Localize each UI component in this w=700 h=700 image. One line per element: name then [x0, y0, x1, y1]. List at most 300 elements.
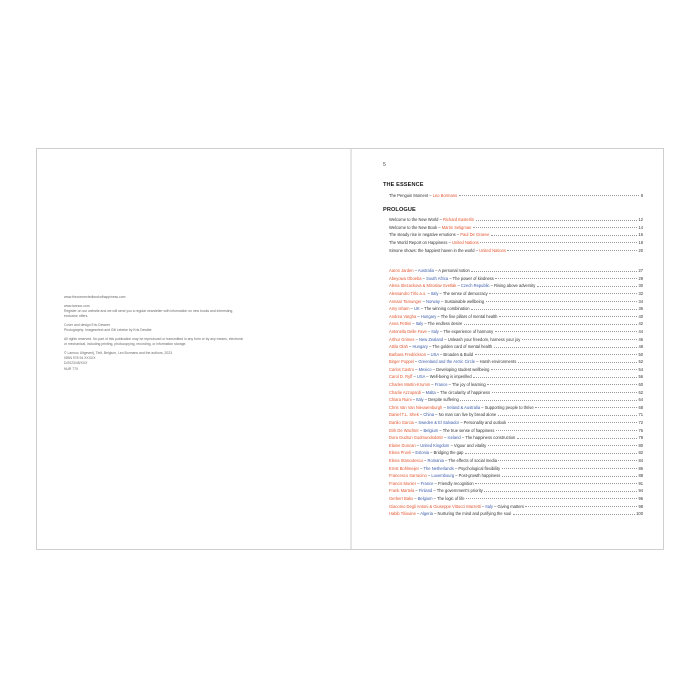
entry-sep: – [449, 442, 454, 448]
entry-page: 96 [638, 495, 643, 501]
entry-sep: – [407, 344, 413, 350]
prologue-entry[interactable] [383, 237, 643, 245]
entry-sep: – [411, 397, 417, 403]
entry-page: 20 [638, 247, 643, 253]
entry-sep: – [432, 488, 437, 494]
entry-author: Dora Gudrun Gudmundsdottir [389, 435, 443, 441]
entry-author: Alessandro Tirlo a.o. [389, 290, 427, 296]
entry-country: Luxembourg [431, 473, 455, 479]
entry-country: The Netherlands [423, 465, 454, 471]
entry-text [389, 405, 534, 410]
entry-text [389, 299, 484, 304]
entry-text [389, 443, 486, 448]
toc-entry[interactable] [383, 509, 643, 517]
entry-country: Belgium [423, 427, 439, 433]
entry-text [389, 488, 483, 493]
dot-leader [495, 278, 637, 279]
entry-author: Carol D. Ryff [389, 374, 413, 380]
entry-sep: – [410, 450, 416, 456]
toc-entry[interactable] [383, 266, 643, 274]
prologue-entry[interactable] [383, 222, 643, 230]
entry-sep: – [418, 412, 424, 418]
entry-sep: – [453, 465, 459, 471]
entry-title: Well-being is imperilled [429, 374, 472, 380]
entry-country: Ireland & Australia [446, 404, 481, 410]
entry-text [389, 329, 493, 334]
entry-title: The joy of learning [451, 382, 486, 388]
entry-sep: – [448, 275, 453, 281]
entry-title: Unleash your freedom, harness your joy [447, 336, 521, 342]
entry-country: Italy [416, 397, 424, 403]
entry-country: France [434, 382, 448, 388]
entry-sep: – [431, 366, 437, 372]
entry-author: Charles Martin-Krumm [389, 382, 431, 388]
entry-page: 32 [638, 290, 643, 296]
toc-entry[interactable] [383, 417, 643, 425]
entry-country: USA [430, 351, 439, 357]
entry-title: No man can live by bread alone [438, 412, 497, 418]
entry-sep: – [438, 290, 443, 296]
entry-page: 94 [638, 488, 643, 494]
toc-entry[interactable] [383, 319, 643, 327]
entry-title: The logic of life [436, 495, 465, 501]
toc-entry[interactable] [383, 493, 643, 501]
entry-page: 48 [638, 344, 643, 350]
entry-author: Habib Tiliouine [389, 511, 416, 517]
entry-sep: – [429, 450, 434, 456]
entry-text [389, 458, 497, 463]
entry-sep: – [413, 420, 419, 426]
entry-country: Malta [425, 389, 436, 395]
entry-title: Post-growth happiness [458, 473, 501, 479]
entry-text [389, 352, 473, 357]
entry-country: Italy [431, 328, 439, 334]
entry-country: Algeria [420, 511, 433, 517]
entry-text [389, 367, 489, 372]
entry-title: Nurturing the mind and purifying the soul [437, 511, 512, 517]
entry-sep: – [454, 473, 459, 479]
entry-author: Anna Pettini [389, 321, 412, 327]
entry-sep: – [414, 336, 420, 342]
entry-sep: – [423, 397, 429, 403]
entry-author: Danilo Garcia [389, 420, 414, 426]
entry-sep: – [433, 480, 438, 486]
entry-text [389, 276, 494, 281]
entry-sep: – [416, 480, 421, 486]
colophon-isbn: ISBN 978 94 XXXXX [64, 356, 96, 361]
entry-sep: – [425, 374, 430, 380]
entry-page: 34 [638, 298, 643, 304]
entry-sep: – [414, 488, 419, 494]
entry-page: 27 [638, 268, 643, 274]
entry-page: 8 [640, 192, 643, 198]
entry-page: 72 [638, 420, 643, 426]
entry-text [389, 268, 470, 273]
toc-entry[interactable] [383, 433, 643, 441]
entry-page: 36 [638, 306, 643, 312]
book-spread [36, 148, 664, 550]
entry-sep: – [418, 427, 424, 433]
entry-title: Welcome to the New World – [389, 217, 443, 223]
entry-author: Chris Van Van Nieuwenburgh [389, 404, 443, 410]
entry-page: 88 [638, 473, 643, 479]
entry-title: The government's priority [436, 488, 483, 494]
entry-text [389, 232, 489, 237]
entry-page: 64 [638, 397, 643, 403]
dot-leader [502, 468, 637, 469]
entry-page: 76 [638, 427, 643, 433]
dot-leader [537, 286, 637, 287]
dot-leader [489, 293, 637, 294]
dot-leader [466, 498, 637, 499]
dot-leader [513, 514, 635, 515]
entry-page: 60 [638, 382, 643, 388]
entry-title: Sustainable wellbeing [444, 298, 485, 304]
entry-sep: – [443, 458, 449, 463]
essence-entry[interactable] [383, 190, 643, 198]
entry-author: Leo Bormans [432, 192, 458, 198]
entry-sep: – [442, 435, 448, 441]
entry-country: USA [416, 374, 426, 380]
entry-author: Aaron Jarden [389, 268, 414, 274]
entry-title: Vigour and vitality [453, 442, 487, 448]
entry-country: Hungary [420, 313, 437, 319]
entry-page: 100 [636, 511, 643, 517]
toc-entry[interactable] [383, 455, 643, 463]
entry-country: New Zealand [419, 336, 444, 342]
toc-entry[interactable] [383, 440, 643, 448]
entry-title: The circularity of happiness [440, 389, 490, 395]
toc-entry[interactable] [383, 349, 643, 357]
entry-page: 54 [638, 366, 643, 372]
entry-sep: – [434, 412, 439, 418]
entry-author: Attila Olah [389, 344, 408, 350]
entry-title: The happiness construction [465, 435, 516, 441]
toc-entry[interactable] [383, 288, 643, 296]
toc-entry[interactable] [383, 486, 643, 494]
dot-leader [486, 301, 637, 302]
entry-sep: – [447, 382, 452, 388]
entry-country: Estonia [415, 450, 430, 456]
entry-title: The sense of democracy [442, 290, 488, 296]
toc-entry[interactable] [383, 281, 643, 289]
entry-sep: – [492, 503, 498, 509]
entry-title: Supporting people to thrive [484, 404, 534, 410]
entry-page: 80 [638, 442, 643, 448]
entry-sep: – [426, 328, 432, 334]
colophon [64, 295, 244, 372]
entry-page: 40 [638, 313, 643, 319]
entry-sep: – [438, 328, 444, 334]
toc-entry[interactable] [383, 372, 643, 380]
left-page [37, 149, 350, 549]
entry-page: 30 [638, 283, 643, 289]
entry-text [389, 511, 511, 516]
entry-page: 14 [638, 224, 643, 230]
entry-country: Hungary [412, 344, 428, 350]
dot-leader [484, 491, 637, 492]
entry-author: Elena Pruvli [389, 450, 411, 456]
toc-entry[interactable] [383, 463, 643, 471]
entry-author: Barbara Fredrickson [389, 351, 427, 357]
entry-sep: – [421, 298, 427, 304]
entry-page: 29 [638, 275, 643, 281]
entry-text [389, 390, 490, 395]
dot-leader [476, 220, 637, 221]
dot-leader [460, 400, 637, 401]
entry-sep: – [442, 404, 447, 410]
entry-sep: – [416, 313, 421, 319]
entry-sep: – [459, 420, 464, 426]
entry-text [389, 450, 463, 455]
entry-text [389, 374, 472, 379]
entry-sep: – [419, 306, 425, 312]
entry-sep: – [475, 359, 480, 365]
toc-entry[interactable] [383, 448, 643, 456]
colophon-photography: Photography: Imageselect and Gill Lebeke by Kris Dewitte [64, 328, 152, 333]
entry-text [389, 240, 479, 245]
entry-author: Andrea Vargha [389, 313, 417, 319]
entry-sep: – [413, 268, 418, 274]
entry-sep: – [489, 283, 495, 289]
entry-sep: – [415, 442, 421, 448]
entry-sep: – [436, 313, 441, 319]
entry-author: Frank Martela [389, 488, 415, 494]
entry-sep: – [415, 511, 421, 517]
dot-leader [498, 460, 636, 461]
entry-sep: – [426, 473, 432, 479]
entry-sep: – [422, 458, 428, 463]
toc-entry[interactable] [383, 311, 643, 319]
entry-author: Ernst Bohlmeijer [389, 465, 420, 471]
entry-page: 62 [638, 389, 643, 395]
entry-text [389, 428, 494, 433]
entry-author: Abeyowa Oboeba [389, 275, 422, 281]
entry-title: Welcome to the New Book – [389, 224, 442, 230]
entry-page: 56 [638, 374, 643, 380]
entry-title: The winning combination [424, 306, 470, 312]
entry-author: Chiara Ruini [389, 397, 412, 403]
entry-country: Romania [427, 458, 444, 463]
entry-author: Francesco Sarracino [389, 473, 427, 479]
toc-entry[interactable] [383, 357, 643, 365]
page-number: 5 [383, 162, 386, 168]
entry-text [389, 397, 459, 402]
entry-sep: – [423, 321, 428, 327]
toc-entry[interactable] [383, 364, 643, 372]
entry-text [389, 283, 535, 288]
dot-leader [518, 362, 637, 363]
entry-page: 12 [638, 217, 643, 223]
dot-leader [471, 309, 637, 310]
entry-title: Simone shows: the happiest haven in the world – [389, 247, 480, 253]
toc-entry[interactable] [383, 334, 643, 342]
entry-country: China [423, 412, 435, 418]
right-page [352, 149, 665, 549]
entry-sep: – [480, 404, 485, 410]
dot-leader [471, 271, 637, 272]
entry-title: Developing student wellbeing [436, 366, 490, 372]
dot-leader [492, 392, 637, 393]
contributions-list [383, 266, 643, 517]
entry-title: Despite suffering [428, 397, 459, 403]
toc-entry[interactable] [383, 471, 643, 479]
prologue-entry[interactable] [383, 230, 643, 238]
dot-leader [522, 339, 637, 340]
entry-country: Norway [426, 298, 440, 304]
entry-page: 98 [638, 503, 643, 509]
entry-page: 86 [638, 465, 643, 471]
entry-text [389, 481, 474, 486]
entry-author: Birger Poppel [389, 359, 414, 365]
entry-page: 71 [638, 412, 643, 418]
entry-page: 91 [638, 480, 643, 486]
entry-title: The true sense of happiness [442, 427, 495, 433]
entry-country: Finland [418, 488, 433, 494]
entry-page: 52 [638, 359, 643, 365]
entry-title: Rising above adversity [494, 283, 536, 289]
dot-leader [508, 422, 637, 423]
entry-text [389, 466, 500, 471]
entry-country: Iceland [447, 435, 461, 441]
toc-entry[interactable] [383, 273, 643, 281]
dot-leader [459, 195, 640, 196]
entry-sep: – [435, 389, 441, 395]
entry-author: United Nations [479, 247, 506, 253]
entry-sep: – [421, 389, 426, 395]
entry-text [389, 382, 486, 387]
entry-sep: – [439, 298, 445, 304]
toc-entry[interactable] [383, 304, 643, 312]
toc-entry[interactable] [383, 395, 643, 403]
toc-entry[interactable] [383, 410, 643, 418]
entry-title: Harsh environments [479, 359, 517, 365]
dot-leader [473, 227, 637, 228]
entry-text [389, 193, 457, 198]
entry-sep: – [412, 374, 417, 380]
entry-title: The golden card of mental health [432, 344, 493, 350]
toc-entry[interactable] [383, 402, 643, 410]
toc-entry[interactable] [383, 342, 643, 350]
entry-author: Annaar Tamunger [389, 298, 422, 304]
entry-sep: – [419, 465, 424, 471]
toc-entry[interactable] [383, 296, 643, 304]
entry-title: A personal notion [438, 268, 470, 274]
entry-country: United Kingdom [420, 442, 450, 448]
entry-title: The experience of harmony [443, 328, 494, 334]
colophon-design: Cover and design Eric Deweer [64, 323, 110, 327]
dot-leader [465, 453, 637, 454]
entry-sep: – [432, 511, 438, 517]
prologue-entry[interactable] [383, 245, 643, 253]
entry-page: 44 [638, 328, 643, 334]
toc-entry[interactable] [383, 326, 643, 334]
colophon-nur: NUR 770 [64, 366, 78, 371]
section-heading-prologue: PROLOGUE [383, 206, 416, 213]
entry-title: The World Report on Happiness – [389, 239, 452, 245]
entry-sep: – [438, 427, 443, 433]
entry-text [389, 248, 506, 253]
entry-title: Psychological flexibility [458, 465, 500, 471]
prologue-list [383, 215, 643, 253]
entry-title: The endless desire [427, 321, 463, 327]
dot-leader [488, 445, 637, 446]
entry-author: Antonella Delle Fave [389, 328, 427, 334]
colophon-website: www.theconnectedbookofhappiness.com [64, 295, 126, 299]
prologue-entry[interactable] [383, 215, 643, 223]
entry-author: Daniel T.L. Shek [389, 412, 419, 418]
entry-country: Mexico [418, 366, 432, 372]
dot-leader [491, 235, 637, 236]
entry-title: The power of kindness [452, 275, 494, 281]
toc-entry[interactable] [383, 379, 643, 387]
dot-leader [496, 430, 637, 431]
entry-author: Richard Easterlin [443, 217, 475, 223]
entry-title: Personality and outlook [463, 420, 507, 426]
entry-title: The effects of social media [448, 458, 497, 463]
entry-country: Italy [415, 321, 424, 327]
table-of-contents [383, 182, 643, 516]
entry-title: Giving matters [497, 503, 524, 509]
entry-page: 82 [638, 450, 643, 456]
entry-page: 68 [638, 404, 643, 410]
entry-author: Charlie Azzopardi [389, 389, 422, 395]
entry-page: 42 [638, 321, 643, 327]
dot-leader [475, 483, 637, 484]
entry-country: Czech Republic [460, 283, 490, 289]
entry-sep: – [427, 344, 433, 350]
entry-sep: – [480, 503, 486, 509]
entry-text [389, 504, 524, 509]
entry-sep: – [460, 435, 466, 441]
colophon-copyright: © Lannoo Uitgeverij, Tielt, Belgium, Leo Bormans and the authors, 2023 [64, 351, 173, 355]
entry-sep: – [426, 351, 431, 357]
toc-entry[interactable] [383, 478, 643, 486]
dot-leader [498, 415, 637, 416]
entry-country: South Africa [426, 275, 449, 281]
colophon-rights: All rights reserved. No part of this publication may be reproduced or transmitted in any form or by any means, electronic or mechanical, including printing, photocopying, recording, or information storage. [64, 337, 244, 347]
toc-entry[interactable] [383, 387, 643, 395]
essence-list [383, 190, 643, 198]
dot-leader [487, 384, 637, 385]
entry-text [389, 435, 515, 440]
entry-sep: – [421, 275, 427, 281]
entry-title: Bridging the gap [433, 450, 464, 456]
entry-sep: – [411, 321, 416, 327]
entry-sep: – [413, 359, 419, 365]
dot-leader [507, 250, 636, 251]
entry-text [389, 420, 506, 425]
entry-sep: – [414, 366, 419, 372]
entry-author: Giacomo Degli Antoni & Giuseppe Vittucci Marzetti [389, 503, 481, 509]
entry-sep: – [438, 351, 444, 357]
entry-title: The steady rise in negative emotions – [389, 232, 461, 238]
entry-author: Amy Isham [389, 306, 410, 312]
entry-title: The Penguin Moment – [389, 192, 433, 198]
entry-text [389, 217, 474, 222]
colophon-depot: D/2023/45/XXX [64, 361, 88, 366]
entry-text [389, 473, 500, 478]
entry-country: Sweden & El Salvador [418, 420, 460, 426]
entry-page: 18 [638, 239, 643, 245]
toc-entry[interactable] [383, 501, 643, 509]
entry-page: 84 [638, 458, 643, 463]
toc-entry[interactable] [383, 425, 643, 433]
entry-country: Italy [430, 290, 439, 296]
entry-sep: – [456, 283, 461, 289]
entry-sep: – [413, 495, 418, 501]
entry-page: 46 [638, 336, 643, 342]
